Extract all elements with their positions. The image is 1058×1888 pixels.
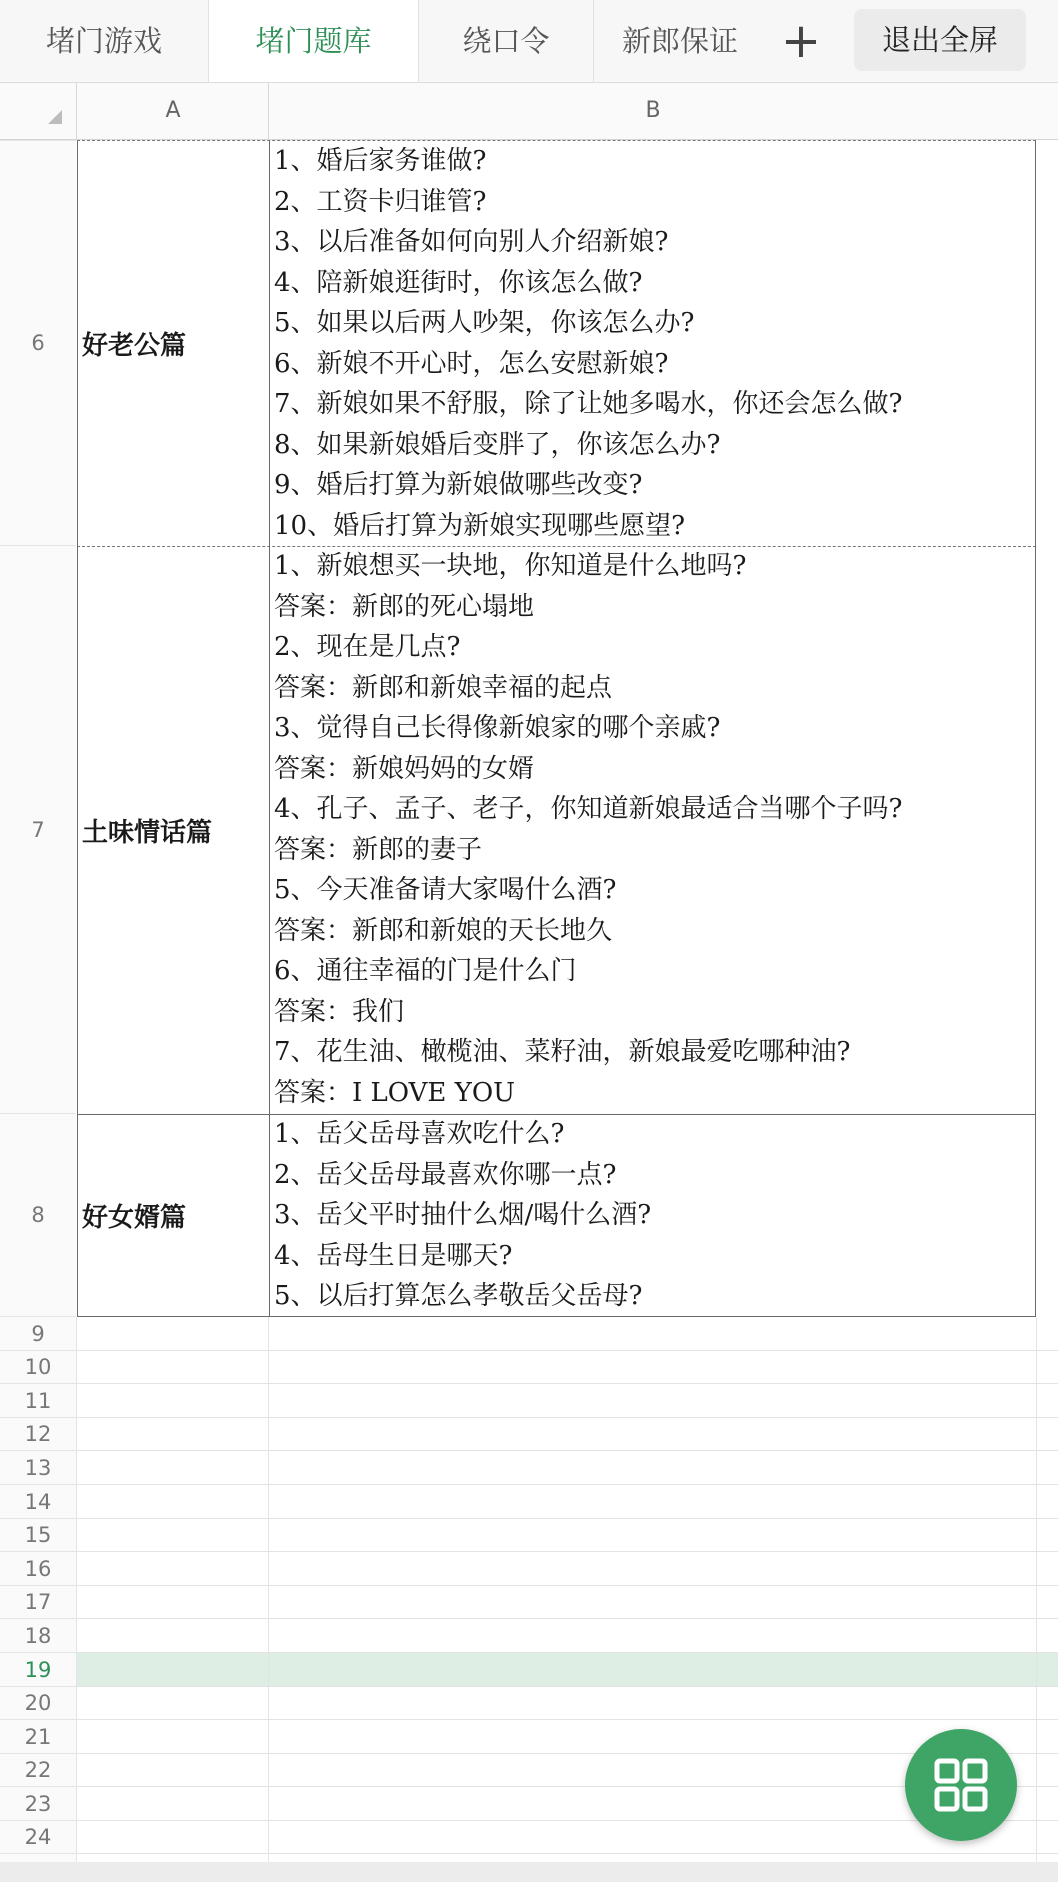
tab-tongue-twisters[interactable]: 绕口令 xyxy=(462,24,550,58)
cell-a6-section-title[interactable]: 好老公篇 xyxy=(77,141,268,546)
add-tab-plus-icon[interactable]: + xyxy=(780,13,822,69)
row-header-14[interactable]: 14 xyxy=(0,1485,76,1519)
cell-b7-questions[interactable] xyxy=(269,546,1036,1114)
question-line: 1、新娘想买一块地，你知道是什么地吗? xyxy=(274,551,747,581)
select-all-corner-icon[interactable] xyxy=(48,110,62,124)
grid-line xyxy=(76,1518,1058,1519)
tab-door-games[interactable]: 堵门游戏 xyxy=(45,24,162,58)
question-line: 6、新娘不开心时，怎么安慰新娘? xyxy=(274,348,669,379)
grid-line xyxy=(76,1317,77,1882)
grid-line xyxy=(76,1350,1058,1351)
grid-line xyxy=(76,1450,1058,1451)
floating-menu-button[interactable] xyxy=(905,1729,1017,1841)
column-header-b[interactable]: B xyxy=(268,83,1037,139)
tab-door-question-bank[interactable]: 堵门题库 xyxy=(209,0,418,82)
grid-line xyxy=(268,1317,269,1882)
grid-line xyxy=(76,1585,1058,1586)
selected-row-highlight xyxy=(76,1653,1058,1687)
question-line: 10、婚后打算为新娘实现哪些愿望? xyxy=(274,510,686,541)
row-header-7[interactable]: 7 xyxy=(0,546,76,1114)
row-header-18[interactable]: 18 xyxy=(0,1619,76,1653)
grid-line xyxy=(76,1719,1058,1720)
question-line: 7、花生油、橄榄油、菜籽油，新娘最爱吃哪种油? xyxy=(274,1037,851,1067)
row-header-16[interactable]: 16 xyxy=(0,1552,76,1586)
answer-line: 答案：我们 xyxy=(274,996,405,1027)
row-header-10[interactable]: 10 xyxy=(0,1351,76,1384)
answer-line: 答案：新娘妈妈的女婿 xyxy=(274,753,535,784)
row-header-17[interactable]: 17 xyxy=(0,1586,76,1619)
grid-line xyxy=(76,1417,1058,1418)
grid-line xyxy=(76,1484,1058,1485)
question-line: 4、岳母生日是哪天? xyxy=(274,1240,513,1271)
row-header-11[interactable]: 11 xyxy=(0,1384,76,1418)
column-header-bar xyxy=(0,83,1058,140)
question-line: 1、岳父岳母喜欢吃什么? xyxy=(274,1119,565,1149)
tab-divider xyxy=(593,0,594,82)
question-line: 5、如果以后两人吵架，你该怎么办? xyxy=(274,308,695,338)
answer-line: 答案：新郎的妻子 xyxy=(274,834,483,865)
row-header-15[interactable]: 15 xyxy=(0,1519,76,1552)
exit-fullscreen-button[interactable]: 退出全屏 xyxy=(854,9,1026,71)
cell-border-dashed xyxy=(77,140,1036,141)
row-header-21[interactable]: 21 xyxy=(0,1720,76,1754)
cell-border-solid xyxy=(77,1316,1036,1317)
grid-line xyxy=(76,1551,1058,1552)
question-line: 2、现在是几点? xyxy=(274,632,461,662)
row-header-8[interactable]: 8 xyxy=(0,1114,76,1317)
answer-line: 答案：新郎和新娘幸福的起点 xyxy=(274,672,613,703)
question-line: 9、婚后打算为新娘做哪些改变? xyxy=(274,470,643,500)
question-line: 7、新娘如果不舒服，除了让她多喝水，你还会怎么做? xyxy=(274,389,903,419)
question-line: 6、通往幸福的门是什么门 xyxy=(274,956,577,986)
grid-line xyxy=(76,1383,1058,1384)
row-header-6[interactable]: 6 xyxy=(0,141,76,546)
cell-b6-questions[interactable] xyxy=(269,141,1036,546)
cell-b8-questions[interactable] xyxy=(269,1114,1036,1317)
tab-groom-pledge[interactable]: 新郎保证 xyxy=(622,24,739,58)
row-header-20[interactable]: 20 xyxy=(0,1687,76,1720)
question-line: 8、如果新娘婚后变胖了，你该怎么办? xyxy=(274,429,721,460)
question-line: 5、以后打算怎么孝敬岳父岳母? xyxy=(274,1281,643,1311)
spreadsheet-grid xyxy=(0,140,1058,1882)
grid-line xyxy=(76,1652,1058,1653)
row-header-22[interactable]: 22 xyxy=(0,1754,76,1787)
row-header-24[interactable]: 24 xyxy=(0,1821,76,1854)
question-line: 4、陪新娘逛街时，你该怎么做? xyxy=(274,267,643,298)
question-line: 2、工资卡归谁管? xyxy=(274,186,487,217)
grid-line xyxy=(76,1853,1058,1854)
question-line: 2、岳父岳母最喜欢你哪一点? xyxy=(274,1159,617,1190)
answer-line: 答案：新郎和新娘的天长地久 xyxy=(274,915,613,946)
answer-line: 答案：I LOVE YOU xyxy=(274,1077,516,1108)
row-header-12[interactable]: 12 xyxy=(0,1418,76,1451)
question-line: 5、今天准备请大家喝什么酒? xyxy=(274,875,617,905)
question-line: 4、孔子、孟子、老子，你知道新娘最适合当哪个子吗? xyxy=(274,794,903,824)
sheet-tab-bar xyxy=(0,0,1058,83)
cell-a8-section-title[interactable]: 好女婿篇 xyxy=(77,1114,268,1317)
row-header-9[interactable]: 9 xyxy=(0,1317,76,1351)
grid-menu-icon xyxy=(905,1729,1017,1841)
question-line: 3、以后准备如何向别人介绍新娘? xyxy=(274,227,669,257)
answer-line: 答案：新郎的死心塌地 xyxy=(274,591,535,622)
grid-line xyxy=(76,1618,1058,1619)
question-line: 3、岳父平时抽什么烟/喝什么酒? xyxy=(274,1200,652,1230)
row-header-19[interactable]: 19 xyxy=(0,1653,76,1687)
question-line: 1、婚后家务谁做? xyxy=(274,146,487,176)
column-header-a[interactable]: A xyxy=(76,83,269,139)
row-header-23[interactable]: 23 xyxy=(0,1787,76,1821)
question-line: 3、觉得自己长得像新娘家的哪个亲戚? xyxy=(274,713,721,743)
bottom-scroll-edge xyxy=(0,1862,1058,1882)
grid-line xyxy=(76,1686,1058,1687)
row-header-13[interactable]: 13 xyxy=(0,1451,76,1485)
grid-line xyxy=(1036,1317,1037,1882)
cell-a7-section-title[interactable]: 土味情话篇 xyxy=(77,546,268,1114)
